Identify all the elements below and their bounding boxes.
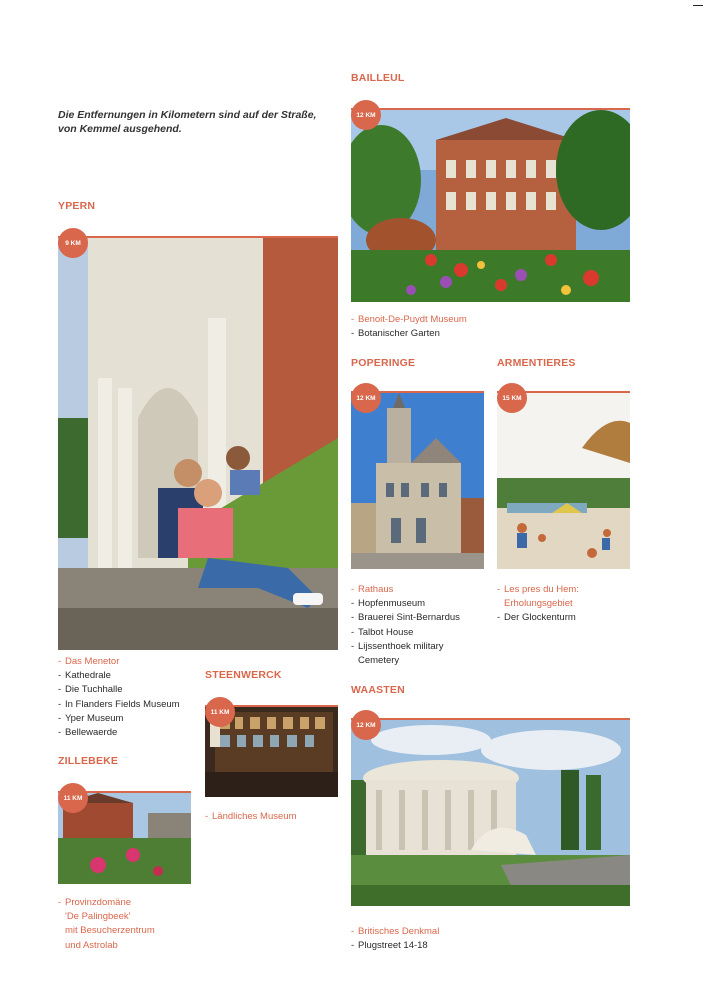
heading-steenwerck: STEENWERCK	[205, 669, 282, 681]
heading-ypern: YPERN	[58, 200, 96, 212]
list-item: - Kathedrale	[58, 669, 180, 683]
photo-waasten	[351, 710, 630, 906]
heading-bailleul: BAILLEUL	[351, 72, 405, 84]
intro-text: Die Entfernungen in Kilometern sind auf der Straße, von Kemmel ausgehend.	[58, 109, 317, 135]
list-armentieres	[497, 583, 579, 626]
photo-bailleul	[351, 100, 630, 302]
list-item: - Plugstreet 14-18	[351, 939, 439, 953]
list-item: - Lijssenthoek military	[351, 640, 460, 654]
list-waasten	[351, 925, 439, 953]
photo-zillebeke	[58, 783, 191, 884]
list-item: - Yper Museum	[58, 712, 180, 726]
list-item: - Britisches Denkmal	[351, 925, 439, 939]
list-item: - Hopfenmuseum	[351, 597, 460, 611]
list-item: - Les pres du Hem:	[497, 583, 579, 597]
list-item: und Astrolab	[65, 939, 118, 951]
list-item: Cemetery	[358, 655, 400, 667]
list-item: - Provinzdomäne	[58, 896, 155, 910]
distance-badge: 12 KM	[351, 383, 381, 413]
heading-poperinge: POPERINGE	[351, 357, 416, 369]
distance-badge: 12 KM	[351, 100, 381, 130]
list-item: - Benoit-De-Puydt Museum	[351, 313, 467, 327]
list-ypern	[58, 655, 180, 740]
list-poperinge	[351, 583, 460, 668]
distance-badge: 9 KM	[58, 228, 88, 258]
list-item: - Ländliches Museum	[205, 810, 297, 824]
list-steenwerck	[205, 810, 297, 824]
list-item: mit Besucherzentrum	[65, 925, 155, 937]
list-item: - Die Tuchhalle	[58, 683, 180, 697]
heading-armentieres: ARMENTIERES	[497, 357, 576, 369]
list-bailleul	[351, 313, 467, 341]
heading-waasten: WAASTEN	[351, 684, 405, 696]
list-item: - In Flanders Fields Museum	[58, 698, 180, 712]
list-item: - Brauerei Sint-Bernardus	[351, 611, 460, 625]
photo-poperinge	[351, 383, 484, 569]
photo-steenwerck	[205, 697, 338, 797]
list-item: - Rathaus	[351, 583, 460, 597]
distance-badge: 11 KM	[58, 783, 88, 813]
list-item: - Bellewaerde	[58, 726, 180, 740]
list-item: 'De Palingbeek'	[65, 911, 131, 923]
list-zillebeke	[58, 896, 155, 953]
list-item: - Talbot House	[351, 626, 460, 640]
page-corner-mark	[693, 5, 703, 6]
list-item: - Das Menetor	[58, 655, 180, 669]
distance-badge: 12 KM	[351, 710, 381, 740]
photo-ypern	[58, 228, 338, 650]
list-item: - Botanischer Garten	[351, 327, 467, 341]
list-item: Erholungsgebiet	[504, 598, 573, 610]
list-item: - Der Glockenturm	[497, 611, 579, 625]
photo-armentieres	[497, 383, 630, 569]
distance-badge: 11 KM	[205, 697, 235, 727]
heading-zillebeke: ZILLEBEKE	[58, 755, 119, 767]
distance-badge: 15 KM	[497, 383, 527, 413]
